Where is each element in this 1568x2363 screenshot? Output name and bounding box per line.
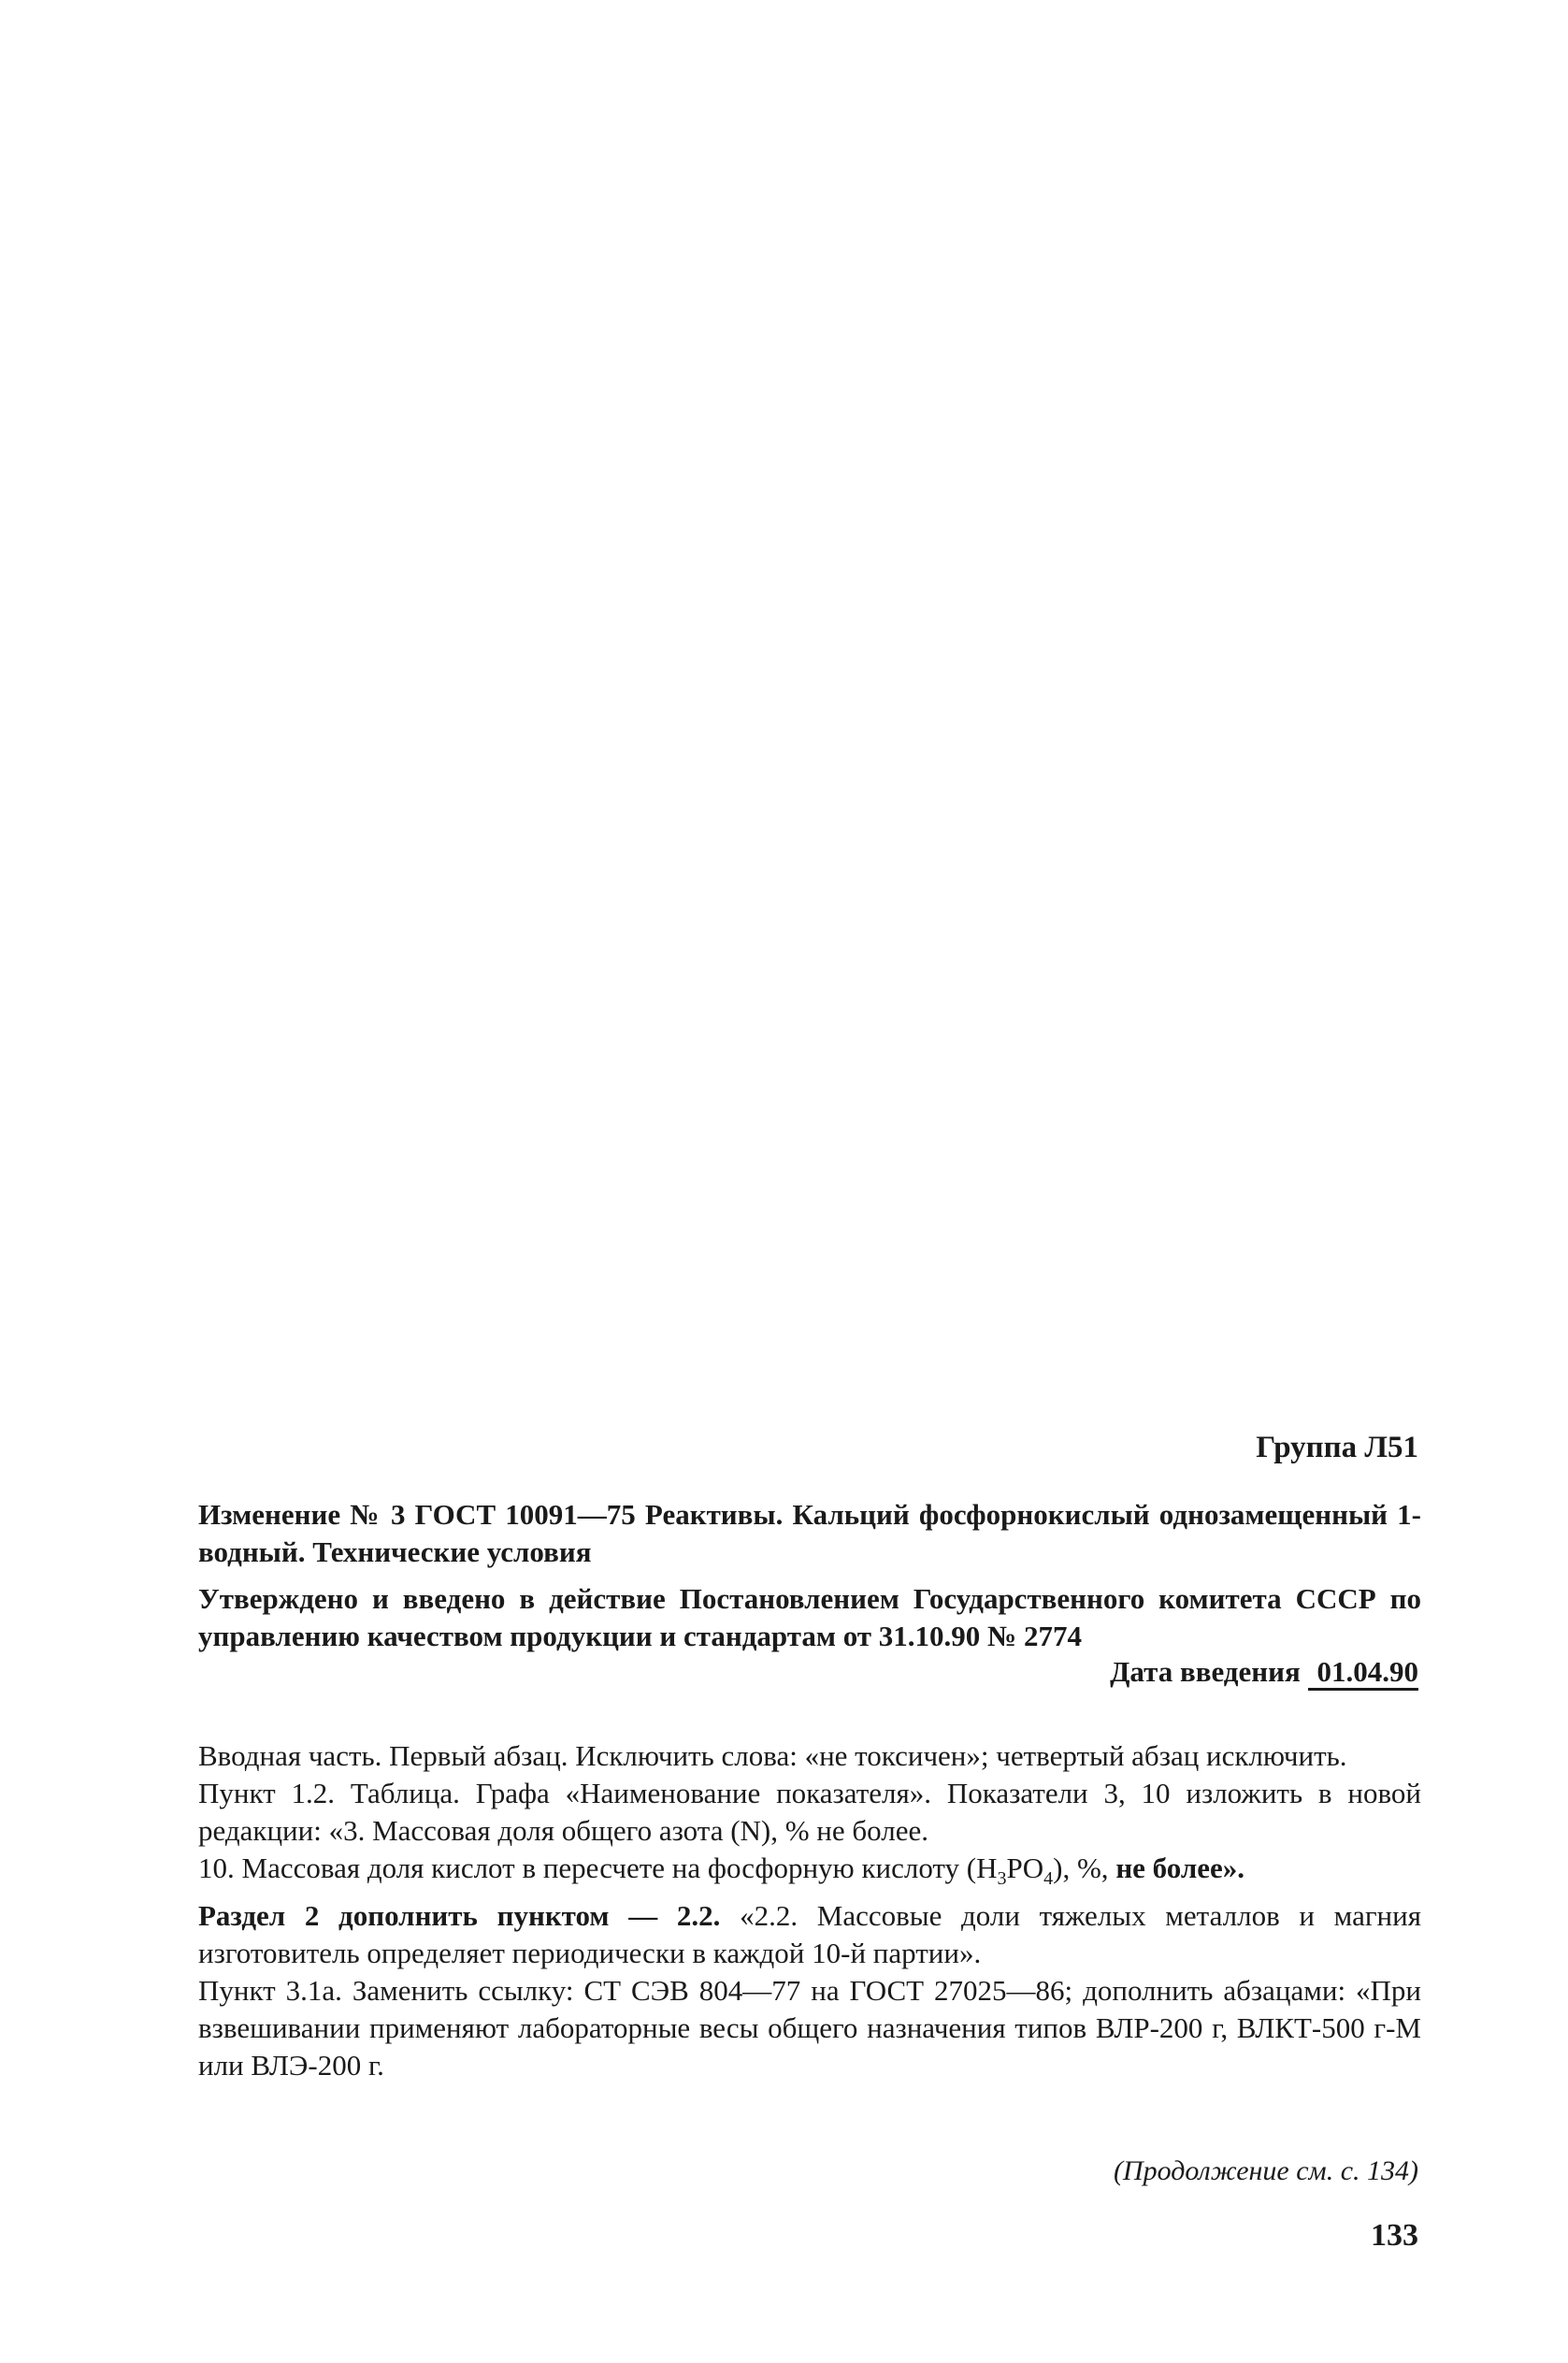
- effective-date: [1110, 1655, 1418, 1689]
- indicator-10-text-c: ), %,: [1053, 1851, 1109, 1884]
- section-2-bold: Раздел 2 дополнить пунктом — 2.2.: [198, 1899, 721, 1933]
- paragraph-indicator-10: [198, 1850, 1421, 1897]
- subscript-3: 3: [997, 1868, 1007, 1890]
- indicator-10-text-a: 10. Массовая доля кислот в пересчете на фосфорную кислоту (H: [198, 1851, 998, 1884]
- continuation-note: (Продолжение см. с. 134): [1113, 2155, 1418, 2186]
- paragraph-intro: Вводная часть. Первый абзац. Исключить слова: «не токсичен»; четвертый абзац исключить.: [198, 1739, 1347, 1772]
- page-number: 133: [1371, 2218, 1418, 2253]
- subscript-4: 4: [1043, 1868, 1054, 1890]
- paragraph-section-2: [198, 1897, 1421, 1972]
- group-label: Группа Л51: [1256, 1431, 1418, 1464]
- paragraph-item-1-2: Пункт 1.2. Таблица. Графа «Наименование показателя». Показатели 3, 10 изложить в новой редакции: «3. Массовая доля общего азота (N), % не более.: [198, 1777, 1421, 1847]
- document-body: [198, 1737, 1421, 2084]
- approval-statement: Утверждено и введено в действие Постановлением Государственного комитета СССР по управлению качеством продукции и стандартам от 31.10.90 № 2774: [198, 1582, 1421, 1652]
- document-title: Изменение № 3 ГОСТ 10091—75 Реактивы. Кальций фосфорнокислый однозамещенный 1-водный. Технические условия: [198, 1498, 1421, 1568]
- effective-date-value: 01.04.90: [1308, 1655, 1419, 1691]
- indicator-10-text-b: PO: [1006, 1851, 1044, 1884]
- effective-date-label: Дата введения: [1110, 1655, 1301, 1688]
- paragraph-item-3-1a: Пункт 3.1а. Заменить ссылку: СТ СЭВ 804—77 на ГОСТ 27025—86; дополнить абзацами: «При взвешивании применяют лабораторные весы общего назначения типов ВЛР-200 г, ВЛКТ-500 г-М или ВЛЭ-200 г.: [198, 1974, 1421, 2082]
- section-2-text: «2.2. Массовые доли тяжелых металлов и магния изготовитель определяет периодически в каждой 10-й партии».: [198, 1899, 1421, 1970]
- indicator-10-bold: не более».: [1115, 1851, 1245, 1884]
